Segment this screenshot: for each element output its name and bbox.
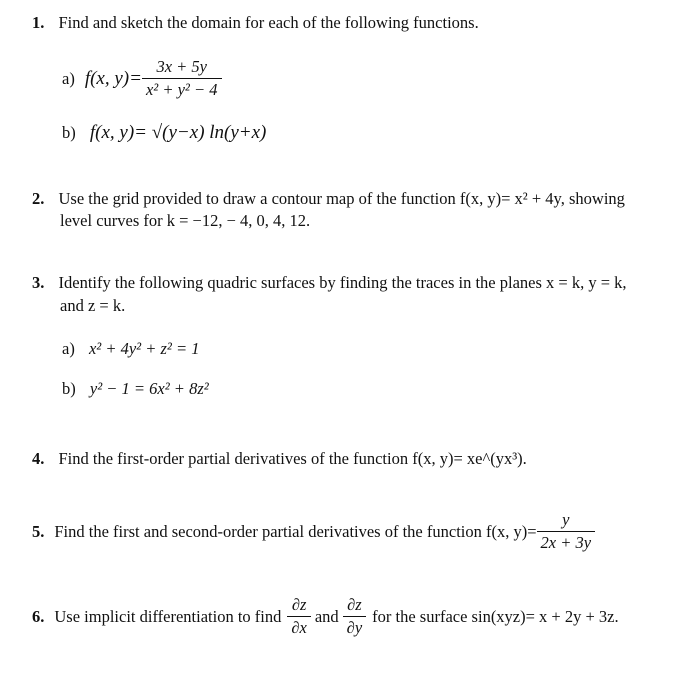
problem-3a xyxy=(62,339,200,359)
problem-text: Find the first-order partial derivatives of the function f(x, y)= xe^(yx³). xyxy=(58,449,527,468)
problem-2 xyxy=(32,189,625,209)
problem-3b xyxy=(62,379,209,399)
connector-text: and xyxy=(314,606,339,626)
equation: y² − 1 = 6x² + 8z² xyxy=(89,379,209,398)
fraction xyxy=(537,511,596,553)
problem-text-line-1: Identify the following quadric surfaces by finding the traces in the planes x = k, y = k, xyxy=(58,273,627,292)
problem-text-after: for the surface sin(xyz)= x + 2y + 3z. xyxy=(372,606,619,626)
problem-2-line-2: level curves for k = −12, − 4, 0, 4, 12. xyxy=(60,211,311,230)
problem-text-before: Use implicit differentiation to find xyxy=(54,606,282,626)
numerator: 3x + 5y xyxy=(142,58,222,79)
denominator: x² + y² − 4 xyxy=(145,79,218,99)
problem-text: Find the first and second-order partial derivatives of the function f(x, y)= xyxy=(54,521,537,541)
problem-3-line-2: and z = k. xyxy=(60,296,126,315)
problem-number: 1. xyxy=(32,13,45,32)
problem-6 xyxy=(32,596,619,638)
problem-4 xyxy=(32,449,527,469)
problem-1a xyxy=(62,58,222,100)
problem-text-line-1: Use the grid provided to draw a contour map of the function f(x, y)= x² + 4y, showing xyxy=(58,189,625,208)
part-label: a) xyxy=(62,68,75,88)
denominator: ∂x xyxy=(291,617,307,637)
problem-number: 2. xyxy=(32,189,45,208)
numerator: ∂z xyxy=(343,596,366,617)
numerator: ∂z xyxy=(287,596,310,617)
problem-5 xyxy=(32,511,595,553)
equation: x² + 4y² + z² = 1 xyxy=(88,339,200,358)
partial-z-y-fraction xyxy=(343,596,366,638)
problem-number: 4. xyxy=(32,449,45,468)
function-expression: f(x, y)= √(y−x) ln(y+x) xyxy=(89,122,267,143)
partial-z-x-fraction xyxy=(287,596,310,638)
problem-text: Find and sketch the domain for each of the following functions. xyxy=(58,13,479,32)
problem-1 xyxy=(32,13,479,33)
part-label: b) xyxy=(62,123,76,142)
problem-number: 5. xyxy=(32,521,45,541)
problem-number: 3. xyxy=(32,273,45,292)
denominator: 2x + 3y xyxy=(540,532,592,552)
part-label: b) xyxy=(62,379,76,398)
fraction xyxy=(142,58,222,100)
denominator: ∂y xyxy=(346,617,363,637)
numerator: y xyxy=(537,511,596,532)
problem-1b xyxy=(62,122,266,144)
part-label: a) xyxy=(62,339,75,358)
problem-number: 6. xyxy=(32,606,45,626)
problem-3 xyxy=(32,273,627,293)
function-lhs: f(x, y)= xyxy=(84,67,142,89)
